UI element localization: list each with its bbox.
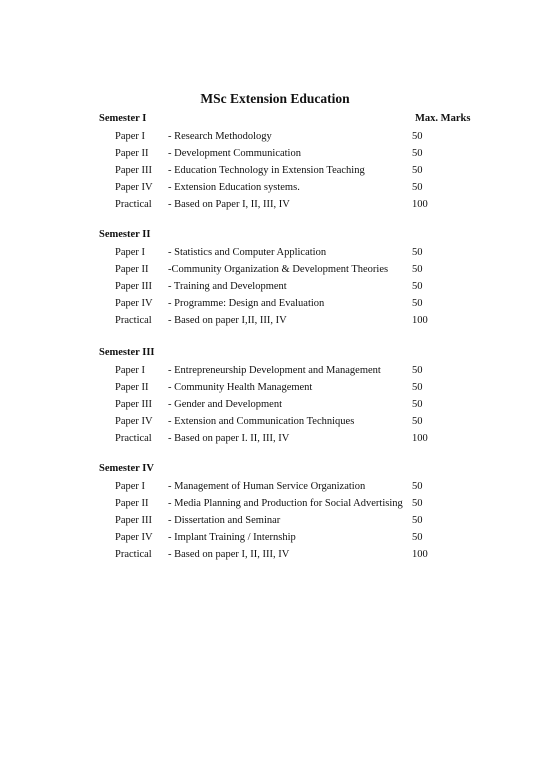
- table-row: [99, 495, 479, 512]
- marks-value: 50: [412, 165, 423, 176]
- marks-value: 50: [412, 281, 423, 292]
- subject-text: - Training and Development: [168, 281, 287, 292]
- marks-value: 50: [412, 131, 423, 142]
- table-row: [99, 379, 479, 396]
- table-row: [99, 179, 479, 196]
- table-row: [99, 396, 479, 413]
- paper-label: Practical: [115, 549, 152, 560]
- paper-label: Paper IV: [115, 298, 153, 309]
- subject-text: - Media Planning and Production for Social Advertising: [168, 498, 403, 509]
- paper-label: Practical: [115, 315, 152, 326]
- subject-text: - Based on paper I,II, III, IV: [168, 315, 287, 326]
- semester-heading: Semester II: [99, 229, 151, 240]
- subject-text: - Extension Education systems.: [168, 182, 300, 193]
- table-row: [99, 546, 479, 563]
- table-row: [99, 478, 479, 495]
- paper-label: Paper III: [115, 281, 153, 292]
- subject-text: - Statistics and Computer Application: [168, 247, 327, 258]
- paper-label: Paper II: [115, 498, 149, 509]
- subject-text: - Based on Paper I, II, III, IV: [168, 199, 290, 210]
- marks-value: 100: [412, 433, 428, 444]
- table-row: [99, 413, 479, 430]
- table-row: [99, 278, 479, 295]
- marks-value: 100: [412, 315, 428, 326]
- marks-value: 50: [412, 481, 423, 492]
- table-row: [99, 362, 479, 379]
- subject-text: - Gender and Development: [168, 399, 282, 410]
- marks-value: 50: [412, 416, 423, 427]
- subject-text: - Entrepreneurship Development and Management: [168, 365, 381, 376]
- paper-label: Paper III: [115, 399, 153, 410]
- table-row: [99, 295, 479, 312]
- table-row: [99, 529, 479, 546]
- paper-label: Paper I: [115, 131, 146, 142]
- marks-value: 50: [412, 399, 423, 410]
- marks-value: 50: [412, 264, 423, 275]
- semester-section-2: [99, 226, 479, 329]
- paper-label: Paper III: [115, 165, 153, 176]
- subject-text: - Based on paper I. II, III, IV: [168, 433, 290, 444]
- marks-value: 50: [412, 498, 423, 509]
- semester-heading: Semester I: [99, 113, 147, 124]
- paper-label: Paper II: [115, 382, 149, 393]
- paper-label: Paper III: [115, 515, 153, 526]
- table-row: [99, 312, 479, 329]
- subject-text: - Management of Human Service Organization: [168, 481, 366, 492]
- paper-label: Practical: [115, 433, 152, 444]
- subject-text: -Community Organization & Development Theories: [168, 264, 389, 275]
- subject-text: - Based on paper I, II, III, IV: [168, 549, 290, 560]
- table-row: [99, 145, 479, 162]
- paper-label: Paper II: [115, 264, 149, 275]
- paper-label: Paper I: [115, 365, 146, 376]
- document-title: MSc Extension Education: [200, 91, 350, 106]
- subject-text: - Research Methodology: [168, 131, 272, 142]
- semester-heading: Semester III: [99, 347, 155, 358]
- marks-value: 100: [412, 199, 428, 210]
- semester-section-3: [99, 344, 479, 447]
- table-row: [99, 261, 479, 278]
- semester-section-1: [99, 110, 479, 213]
- paper-label: Paper IV: [115, 416, 153, 427]
- marks-value: 50: [412, 298, 423, 309]
- table-row: [99, 162, 479, 179]
- semester-section-4: [99, 460, 479, 563]
- table-row: [99, 430, 479, 447]
- paper-label: Paper II: [115, 148, 149, 159]
- marks-value: 50: [412, 182, 423, 193]
- paper-label: Paper I: [115, 247, 146, 258]
- marks-value: 50: [412, 532, 423, 543]
- paper-label: Paper IV: [115, 532, 153, 543]
- marks-value: 50: [412, 365, 423, 376]
- semester-heading: Semester IV: [99, 463, 154, 474]
- marks-value: 50: [412, 148, 423, 159]
- table-row: [99, 244, 479, 261]
- marks-value: 100: [412, 549, 428, 560]
- subject-text: - Programme: Design and Evaluation: [168, 298, 325, 309]
- table-row: [99, 512, 479, 529]
- subject-text: - Education Technology in Extension Teaching: [168, 165, 365, 176]
- marks-value: 50: [412, 247, 423, 258]
- marks-value: 50: [412, 515, 423, 526]
- subject-text: - Dissertation and Seminar: [168, 515, 281, 526]
- subject-text: - Development Communication: [168, 148, 301, 159]
- subject-text: - Community Health Management: [168, 382, 313, 393]
- table-row: [99, 128, 479, 145]
- table-row: [99, 196, 479, 213]
- paper-label: Paper I: [115, 481, 146, 492]
- max-marks-label: Max. Marks: [415, 113, 471, 124]
- paper-label: Paper IV: [115, 182, 153, 193]
- marks-value: 50: [412, 382, 423, 393]
- subject-text: - Implant Training / Internship: [168, 532, 296, 543]
- subject-text: - Extension and Communication Techniques: [168, 416, 355, 427]
- paper-label: Practical: [115, 199, 152, 210]
